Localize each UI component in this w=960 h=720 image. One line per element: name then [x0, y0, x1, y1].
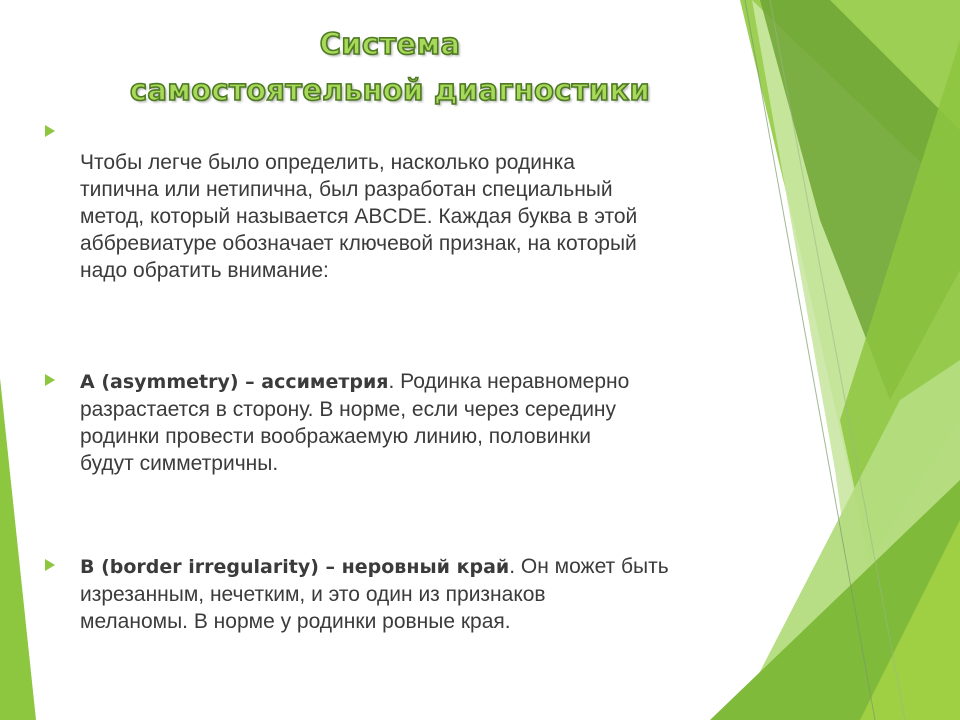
slide-title-line-1: Система [319, 27, 461, 61]
paragraph-strong-text: A (asymmetry) – ассиметрия [80, 371, 389, 393]
triangle-bullet-icon [45, 559, 55, 571]
bullet-paragraph-asymmetry [80, 368, 810, 477]
triangle-bullet-icon [45, 125, 55, 137]
triangle-bullet-icon [45, 374, 55, 386]
paragraph-strong-text: B (border irregularity) – неровный край [80, 556, 510, 578]
bullet-paragraph-intro [80, 149, 810, 284]
paragraph-text: . Он может быть изрезанным, нечетким, и это один из признаков меланомы. В норме у родинки ровные края. [80, 555, 669, 633]
paragraph-text: Чтобы легче было определить, насколько родинка типична или нетипична, был разработан специальный метод, который называется ABCDE. Каждая буква в этой аббревиатуре обозначает ключевой признак, на который надо обратить внимание: [80, 151, 638, 282]
left-green-wedge [0, 378, 36, 720]
paragraph-text: . Родинка неравномерно разрастается в сторону. В норме, если через середину родинки провести воображаемую линию, половинки будут симметричны. [80, 370, 630, 475]
bullet-paragraph-border [80, 553, 810, 635]
slide-title-line-2: самостоятельной диагностики [129, 73, 651, 107]
